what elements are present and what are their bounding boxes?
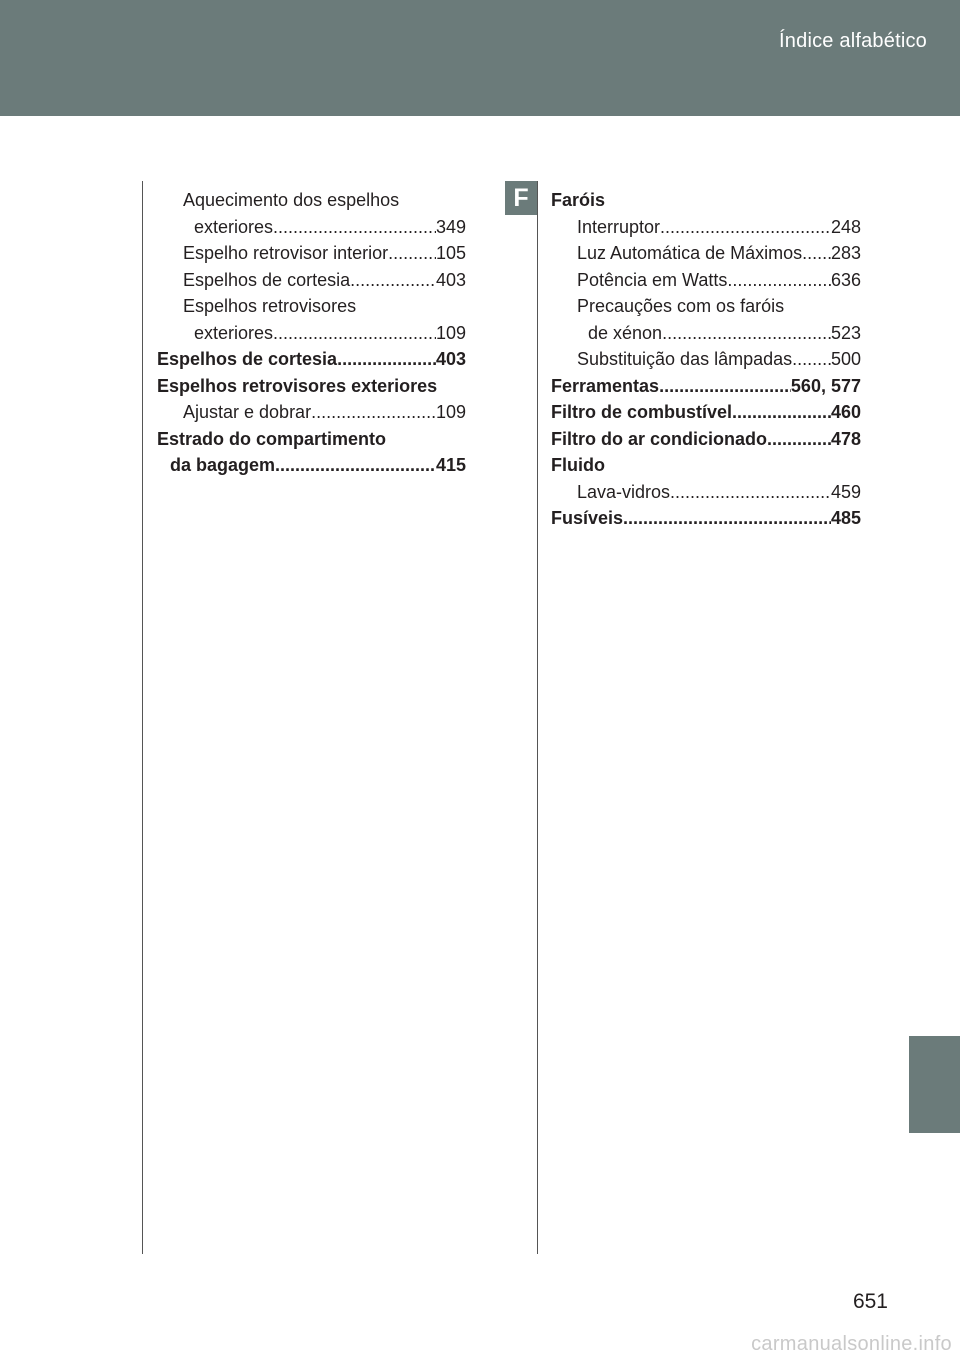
dot-leader: [659, 373, 791, 400]
header-band: [0, 0, 960, 116]
index-entry: [551, 399, 861, 426]
index-entry-text: Luz Automática de Máximos: [577, 243, 803, 263]
index-entry-text: Estrado do compartimento: [157, 428, 387, 449]
dot-leader: [670, 479, 831, 506]
index-entry-page: 403: [435, 349, 466, 369]
index-entry-text: Substituição das lâmpadas: [577, 349, 793, 369]
index-entry-page: 485: [830, 508, 861, 528]
index-entry-page: 109: [435, 322, 466, 343]
index-entry-text: exteriores: [194, 216, 274, 237]
index-entry: [551, 240, 861, 267]
dot-leader: [337, 346, 436, 373]
index-entry: [551, 373, 861, 400]
index-entry-page: 248: [830, 216, 861, 237]
section-letter-badge: F: [505, 181, 537, 215]
header-title: Índice alfabético: [779, 30, 927, 52]
index-entry-text: Filtro de combustível: [551, 402, 733, 422]
index-entry-text: Lava-vidros: [577, 481, 671, 502]
dot-leader: [660, 214, 831, 241]
index-entry-text: Interruptor: [577, 216, 661, 237]
dot-leader: [732, 399, 831, 426]
index-entry-page: 109: [435, 402, 466, 422]
index-entry-page: 460: [830, 402, 861, 422]
index-entry: [157, 187, 466, 214]
dot-leader: [350, 267, 436, 294]
index-entry-page: 349: [435, 216, 466, 237]
index-entry: [551, 267, 861, 294]
dot-leader: [727, 267, 831, 294]
index-entry: [551, 214, 861, 241]
dot-leader: [273, 320, 436, 347]
dot-leader: [802, 240, 831, 267]
index-entry: [157, 399, 466, 426]
index-entry: [157, 320, 466, 347]
index-entry-page: 459: [830, 481, 861, 502]
index-entry-page: 636: [830, 269, 861, 290]
dot-leader: [273, 214, 436, 241]
index-entry: [551, 479, 861, 506]
index-entry: [157, 267, 466, 294]
index-entry: [157, 452, 466, 479]
index-entry-text: da bagagem: [170, 455, 276, 475]
index-entry-text: exteriores: [194, 322, 274, 343]
dot-leader: [792, 346, 831, 373]
index-entry: [551, 426, 861, 453]
index-entry-text: Espelhos de cortesia: [157, 349, 338, 369]
index-entry-text: Ajustar e dobrar: [183, 402, 312, 422]
index-entry-text: Fusíveis: [551, 508, 624, 528]
index-entry-page: 105: [435, 243, 466, 263]
index-entry-page: 500: [830, 349, 861, 369]
index-entry: [551, 293, 861, 320]
index-entry-text: Filtro do ar condicionado: [551, 428, 767, 449]
index-entry: [157, 293, 466, 320]
index-entry-text: Potência em Watts: [577, 269, 728, 290]
index-entry-text: Espelhos retrovisores exteriores: [157, 375, 438, 396]
left-column-rule: [142, 181, 143, 1254]
index-entry: [551, 346, 861, 373]
index-entry-text: Aquecimento dos espelhos: [183, 190, 400, 210]
index-entry: [157, 346, 466, 373]
index-entry: [157, 426, 466, 453]
index-entry-text: Espelhos de cortesia: [183, 269, 351, 290]
dot-leader: [311, 399, 436, 426]
left-index-column: [157, 187, 466, 479]
index-entry-text: Fluido: [551, 455, 605, 475]
index-entry-page: 560, 577: [790, 375, 861, 396]
index-entry: [551, 320, 861, 347]
index-entry-text: de xénon: [588, 322, 663, 343]
index-entry-page: 415: [435, 455, 466, 475]
right-column-rule: [537, 181, 538, 1254]
index-entry: [551, 187, 861, 214]
index-entry-text: Faróis: [551, 190, 606, 210]
index-entry: [157, 214, 466, 241]
index-entry-text: Precauções com os faróis: [577, 296, 785, 316]
side-thumb-tab: [909, 1036, 960, 1133]
index-entry-text: Ferramentas: [551, 375, 660, 396]
index-entry-text: Espelho retrovisor interior: [183, 243, 389, 263]
index-entry-page: 478: [830, 428, 861, 449]
index-entry-page: 523: [830, 322, 861, 343]
dot-leader: [275, 452, 436, 479]
dot-leader: [662, 320, 831, 347]
watermark: carmanualsonline.info: [751, 1333, 952, 1355]
page-number: 651: [852, 1290, 888, 1313]
dot-leader: [623, 505, 831, 532]
dot-leader: [388, 240, 436, 267]
index-entry: [551, 505, 861, 532]
dot-leader: [767, 426, 831, 453]
index-entry-page: 403: [435, 269, 466, 290]
right-index-column: [551, 187, 861, 532]
index-entry: [551, 452, 861, 479]
index-entry-text: Espelhos retrovisores: [183, 296, 357, 316]
index-entry-page: 283: [830, 243, 861, 263]
index-entry: [157, 373, 466, 400]
index-entry: [157, 240, 466, 267]
